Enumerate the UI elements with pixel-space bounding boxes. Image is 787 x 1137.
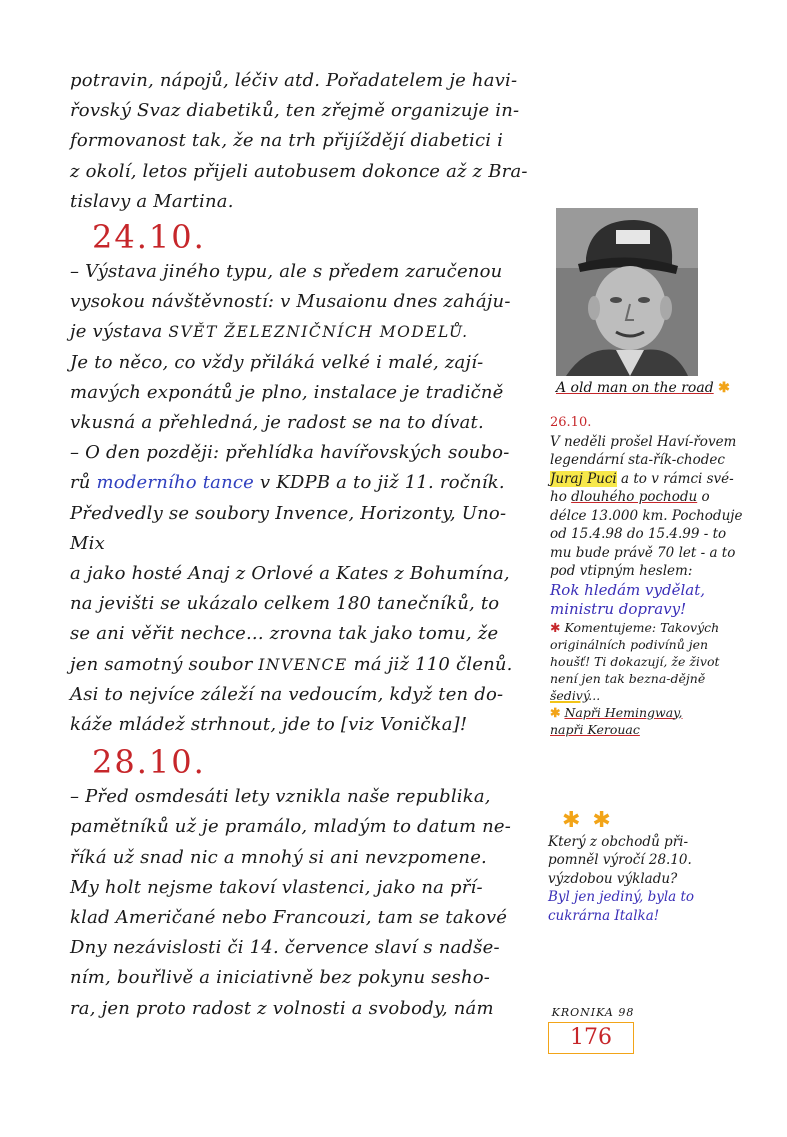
- page-footer: [548, 1006, 638, 1054]
- chronicle-label: KRONIKA 98: [551, 1006, 635, 1019]
- question-text: Který z obchodů při-pomněl výročí 28.10. výzdobou výkladu?: [548, 833, 692, 887]
- star-icon: ✱: [550, 704, 561, 720]
- page-number: 176: [548, 1022, 634, 1054]
- text-line: potravin, nápojů, léčiv atd. Pořadatelem je havi-: [70, 70, 518, 91]
- long-walk-phrase: dlouhého pochodu: [571, 489, 698, 505]
- side-paragraph: [550, 433, 745, 581]
- answer-text: Byl jen jediný, byla to cukrárna Italka!: [548, 889, 695, 924]
- footnote-line: [550, 704, 745, 721]
- star-icon: ✱: [718, 380, 730, 396]
- comment-block: [550, 619, 745, 704]
- grey-word: šedivý: [550, 687, 589, 703]
- old-man-photo: [556, 208, 698, 376]
- text-line: tislavy a Martina.: [70, 190, 234, 212]
- text-fragment: má již 110 členů.: [347, 653, 513, 675]
- text-fragment: v KDPB a to již 11. ročník.: [254, 472, 505, 494]
- text-line: Je to něco, co vždy přiláká velké i malé, zají-: [70, 351, 484, 373]
- text-fragment: o délce 13.000 km. Pochoduje od 15.4.98 do 15.4.99 - to mu bude právě 70 let - a to pod vtipným heslem:: [550, 489, 743, 579]
- text-line: klad Američané nebo Francouzi, tam se takové: [70, 907, 508, 929]
- footnote-line: [550, 721, 745, 738]
- text-line: – O den později: přehlídka havířovských soubo-: [70, 442, 510, 464]
- comment-lead: Komentujeme:: [564, 619, 657, 635]
- text-line: pamětníků už je pramálo, mladým to datum ne-: [70, 816, 512, 838]
- text-line: Předvedly se soubory Invence, Horizonty, Uno-Mix: [70, 502, 507, 554]
- text-line: z okolí, letos přijeli autobusem dokonce až z Bra-: [70, 160, 528, 182]
- walker-motto: Rok hledám vydělat, ministru dopravy!: [550, 580, 706, 618]
- date-heading-24-10: 24.10.: [92, 218, 206, 257]
- text-line: vysokou návštěvností: v Musaionu dnes zaháju-: [70, 291, 511, 313]
- text-line: káže mládež strhnout, jde to [viz Vonička]!: [70, 714, 468, 736]
- text-line: se ani věřit nechce... zrovna tak jako tomu, že: [70, 623, 499, 645]
- text-fragment: jen samotný soubor: [70, 653, 259, 675]
- portrait-illustration: [556, 208, 698, 376]
- text-line: a jako hosté Anaj z Orlové a Kates z Bohumína,: [70, 563, 510, 585]
- photo-caption: [556, 379, 736, 397]
- comment-end: ...: [588, 687, 601, 703]
- entry-24-10: [70, 257, 540, 740]
- intro-paragraph: [70, 66, 540, 217]
- text-line: [70, 650, 540, 680]
- text-line: vkusná a přehledná, je radost se na to dívat.: [70, 412, 484, 434]
- comment-text: Takových originálních podivínů jen houšť! Ti dokazují, že život není jen tak bezna-dějně: [550, 619, 720, 686]
- text-fragment: V neděli prošel Haví-řovem legendární sta-řík-chodec: [550, 433, 737, 468]
- text-line: mavých exponátů je plno, instalace je tradičně: [70, 381, 504, 403]
- footnote-kerouac: napři Kerouac: [550, 721, 640, 737]
- asterisk-icon: ✱: [550, 619, 561, 635]
- entry-28-10: [70, 782, 540, 1024]
- double-star-icon: ✱✱: [562, 808, 623, 833]
- text-line: – Výstava jiného typu, ale s předem zaručenou: [70, 261, 503, 283]
- walker-name: Juraj Puci: [550, 470, 617, 487]
- text-line: na jevišti se ukázalo celkem 180 tanečníků, to: [70, 593, 500, 615]
- text-line: Dny nezávislosti či 14. července slaví s nadše-: [70, 937, 500, 959]
- text-line: [70, 317, 540, 347]
- side-note-26-10: [550, 414, 745, 738]
- text-line: [70, 468, 540, 498]
- text-line: ra, jen proto radost z volnosti a svobody, nám: [70, 997, 494, 1019]
- text-line: formovanost tak, že na trh přijíždějí diabetici i: [70, 130, 504, 152]
- text-line: řovský Svaz diabetiků, ten zřejmě organizuje in-: [70, 100, 520, 122]
- ensemble-name: INVENCE: [258, 655, 348, 674]
- dance-highlight: moderního tance: [96, 472, 255, 494]
- text-fragment: rů: [70, 472, 97, 494]
- text-line: – Před osmdesáti lety vznikla naše republika,: [70, 786, 491, 808]
- side-note-28-10: [548, 808, 738, 925]
- footnote-hemingway: Napři Hemingway,: [564, 704, 683, 720]
- main-column: [70, 66, 540, 1024]
- text-fragment: a to v rámci své-ho: [550, 470, 734, 505]
- caption-text: A old man on the road: [556, 380, 714, 396]
- text-line: říká už snad nic a mnohý si ani nevzpomene.: [70, 846, 487, 868]
- text-line: Asi to nejvíce záleží na vedoucím, když ten do-: [70, 683, 504, 705]
- text-fragment: je výstava: [70, 321, 169, 343]
- exhibition-title: SVĚT ŽELEZNIČNÍCH MODELŮ.: [168, 323, 469, 342]
- text-line: My holt nejsme takoví vlastenci, jako na pří-: [70, 876, 483, 898]
- text-line: ním, bouřlivě a iniciativně bez pokynu sesho-: [70, 967, 491, 989]
- side-date: 26.10.: [550, 415, 592, 430]
- date-heading-28-10: 28.10.: [92, 743, 206, 782]
